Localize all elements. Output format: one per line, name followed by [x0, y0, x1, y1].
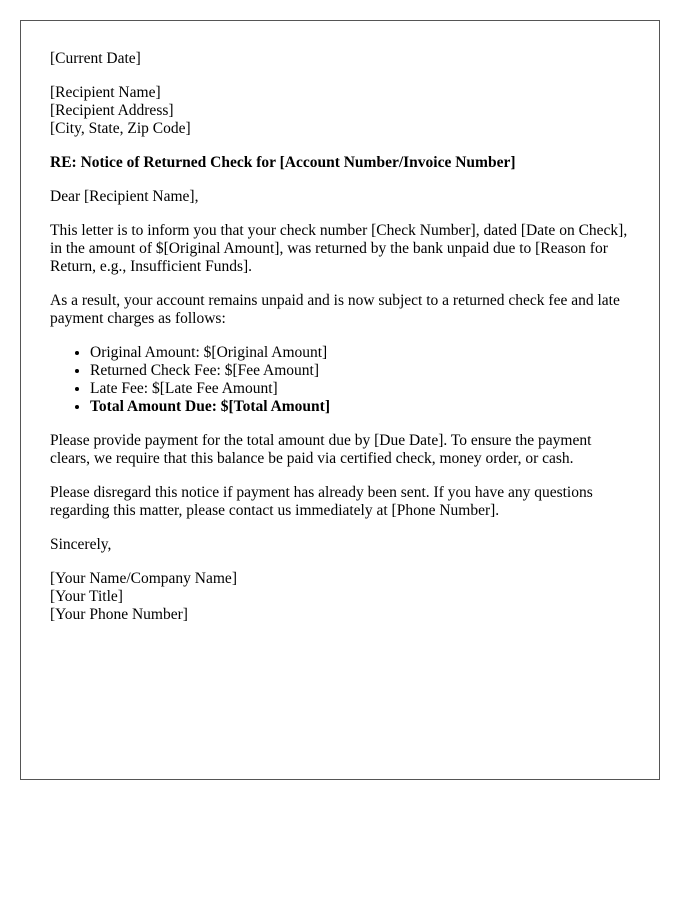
salutation: Dear [Recipient Name],	[50, 188, 199, 205]
signature-name: [Your Name/Company Name]	[50, 570, 237, 587]
letter-date: [Current Date]	[50, 50, 141, 67]
body-paragraph-4: Please disregard this notice if payment has already been sent. If you have any questions regarding this matter, please contact us immediately at [Phone Number].	[50, 484, 593, 519]
signature-block	[50, 570, 635, 624]
charges-list	[50, 344, 635, 416]
body-paragraph-1: This letter is to inform you that your check number [Check Number], dated [Date on Check], in the amount of $[Original Amount], was returned by the bank unpaid due to [Reason for Return, e.g., Insufficient Funds].	[50, 222, 628, 275]
letter-content	[50, 50, 635, 640]
charge-item-late-fee: • Late Fee: $[Late Fee Amount]	[90, 380, 635, 398]
body-paragraph-3: Please provide payment for the total amount due by [Due Date]. To ensure the payment clears, we require that this balance be paid via certified check, money order, or cash.	[50, 432, 592, 467]
subject-line: RE: Notice of Returned Check for [Account Number/Invoice Number]	[50, 154, 516, 171]
recipient-city-state-zip: [City, State, Zip Code]	[50, 120, 191, 137]
charge-item-original: • Original Amount: $[Original Amount]	[90, 344, 635, 362]
charge-item-returned-fee: • Returned Check Fee: $[Fee Amount]	[90, 362, 635, 380]
charge-item-total: • Total Amount Due: $[Total Amount]	[90, 398, 635, 416]
closing: Sincerely,	[50, 536, 112, 553]
signature-phone: [Your Phone Number]	[50, 606, 188, 623]
recipient-name: [Recipient Name]	[50, 84, 161, 101]
recipient-block	[50, 84, 635, 138]
signature-title: [Your Title]	[50, 588, 123, 605]
recipient-address: [Recipient Address]	[50, 102, 174, 119]
letter-page	[20, 20, 660, 780]
body-paragraph-2: As a result, your account remains unpaid and is now subject to a returned check fee and late payment charges as follows:	[50, 292, 620, 327]
